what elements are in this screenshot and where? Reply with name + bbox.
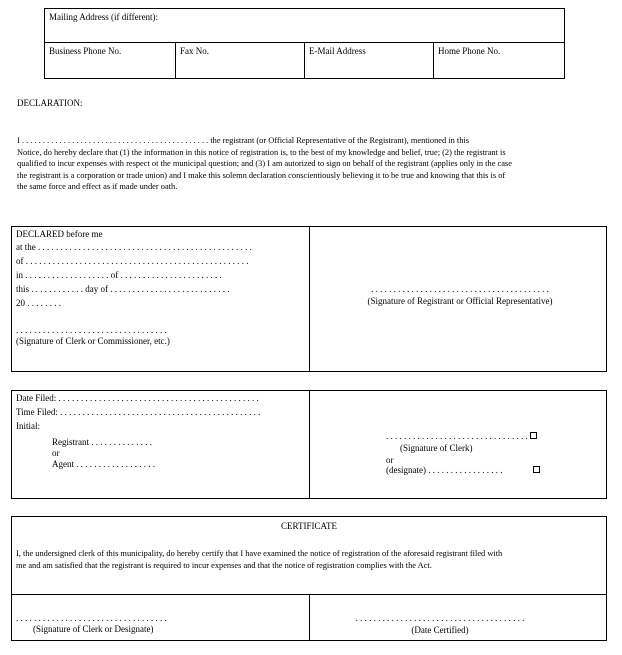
home-phone-label: Home Phone No. [438,46,501,56]
this-day-line: this . . . . . . . . . . . . day of . . . . . . . . . . . . . . . . . . . . . . . . . . . [16,284,230,294]
at-the-line: at the . . . . . . . . . . . . . . . . . . . . . . . . . . . . . . . . . . . . . . . . . . . . . . . . [16,242,252,252]
mailing-address-label: Mailing Address (if different): [49,12,159,22]
declared-heading: DECLARED before me [16,229,103,239]
clerk-signature: (Signature of Clerk) [400,443,473,453]
certificate-line: me and am satisfied that the registrant is required to incur expenses and that the notice of registration complies with the Act. [16,560,432,570]
business-phone-label: Business Phone No. [49,46,122,56]
address-col-divider-1 [175,42,176,79]
email-label: E-Mail Address [309,46,366,56]
declaration-line: Notice, do hereby declare that (1) the information in this notice of registration is, to the best of my knowledge and belief, true; (2) the registrant is [17,147,506,157]
certificate-heading: CERTIFICATE [281,521,337,531]
clerk-signature-dots: . . . . . . . . . . . . . . . . . . . . . . . . . . . . . . . . [386,431,528,441]
address-col-divider-3 [433,42,434,79]
certificate-clerk-signature: (Signature of Clerk or Designate) [33,624,154,634]
agent-line: Agent . . . . . . . . . . . . . . . . . . [52,459,155,469]
designate-checkbox[interactable] [533,466,540,473]
declaration-line: qualified to incur expenses with respect ot the municipal question; and (3) I am autorized to sign on behalf of the registrant (applies only in the case [17,159,512,168]
or-label: or [52,448,60,458]
time-filed-line: Time Filed: . . . . . . . . . . . . . . . . . . . . . . . . . . . . . . . . . . . . . . . . . . . . . [16,407,261,417]
fax-label: Fax No. [180,46,209,56]
initial-label: Initial: [16,421,40,431]
clerk-checkbox[interactable] [530,432,537,439]
date-filed-line: Date Filed: . . . . . . . . . . . . . . . . . . . . . . . . . . . . . . . . . . . . . . . . . . . . . [16,393,259,403]
declared-box-divider [309,226,310,372]
declaration-line: the registrant is a corporation or trade union) and I make this solemn declaration conscientiously believing it to be true and knowing that this is of [17,170,506,180]
clerk-commissioner-dots: . . . . . . . . . . . . . . . . . . . . . . . . . . . . . . . . . . [16,325,167,335]
certificate-line: I, the undersigned clerk of this municipality, do hereby certify that I have examined the notice of registration of the aforesaid registrant filed with [16,549,503,558]
year-line: 20 . . . . . . . . [16,298,61,308]
certificate-clerk-dots: . . . . . . . . . . . . . . . . . . . . . . . . . . . . . . . . . . [16,613,167,623]
registrant-signature: (Signature of Registrant or Official Representative) [367,296,553,306]
in-of-line: in . . . . . . . . . . . . . . . . . . . of . . . . . . . . . . . . . . . . . . . . . . . [16,270,222,280]
declaration-text [17,135,603,193]
address-col-divider-2 [304,42,305,79]
designate-line: (designate) . . . . . . . . . . . . . . . . . [386,465,503,475]
certificate-col-divider [309,594,310,641]
declaration-heading: DECLARATION: [17,98,83,108]
declaration-line: the same force and effect as if made under oath. [17,182,178,191]
registrant-signature-dots: . . . . . . . . . . . . . . . . . . . . . . . . . . . . . . . . . . . . . . . . [371,284,549,294]
of-line: of . . . . . . . . . . . . . . . . . . . . . . . . . . . . . . . . . . . . . . . . . . . . . . . . . . [16,256,249,266]
clerk-commissioner-signature: (Signature of Clerk or Commissioner, etc.) [16,336,170,346]
date-certified: (Date Certified) [411,625,469,635]
certificate-text [16,548,604,571]
filing-box-divider [309,390,310,499]
registrant-line: Registrant . . . . . . . . . . . . . . [52,437,152,447]
date-certified-dots: . . . . . . . . . . . . . . . . . . . . . . . . . . . . . . . . . . . . . . [355,613,525,623]
declaration-line: I . . . . . . . . . . . . . . . . . . . . . . . . . . . . . . . . . . . . . . . . . . . . . the registrant (or Official Representative of the Registrant), mentioned in this [17,136,470,145]
or-label: or [386,455,394,465]
